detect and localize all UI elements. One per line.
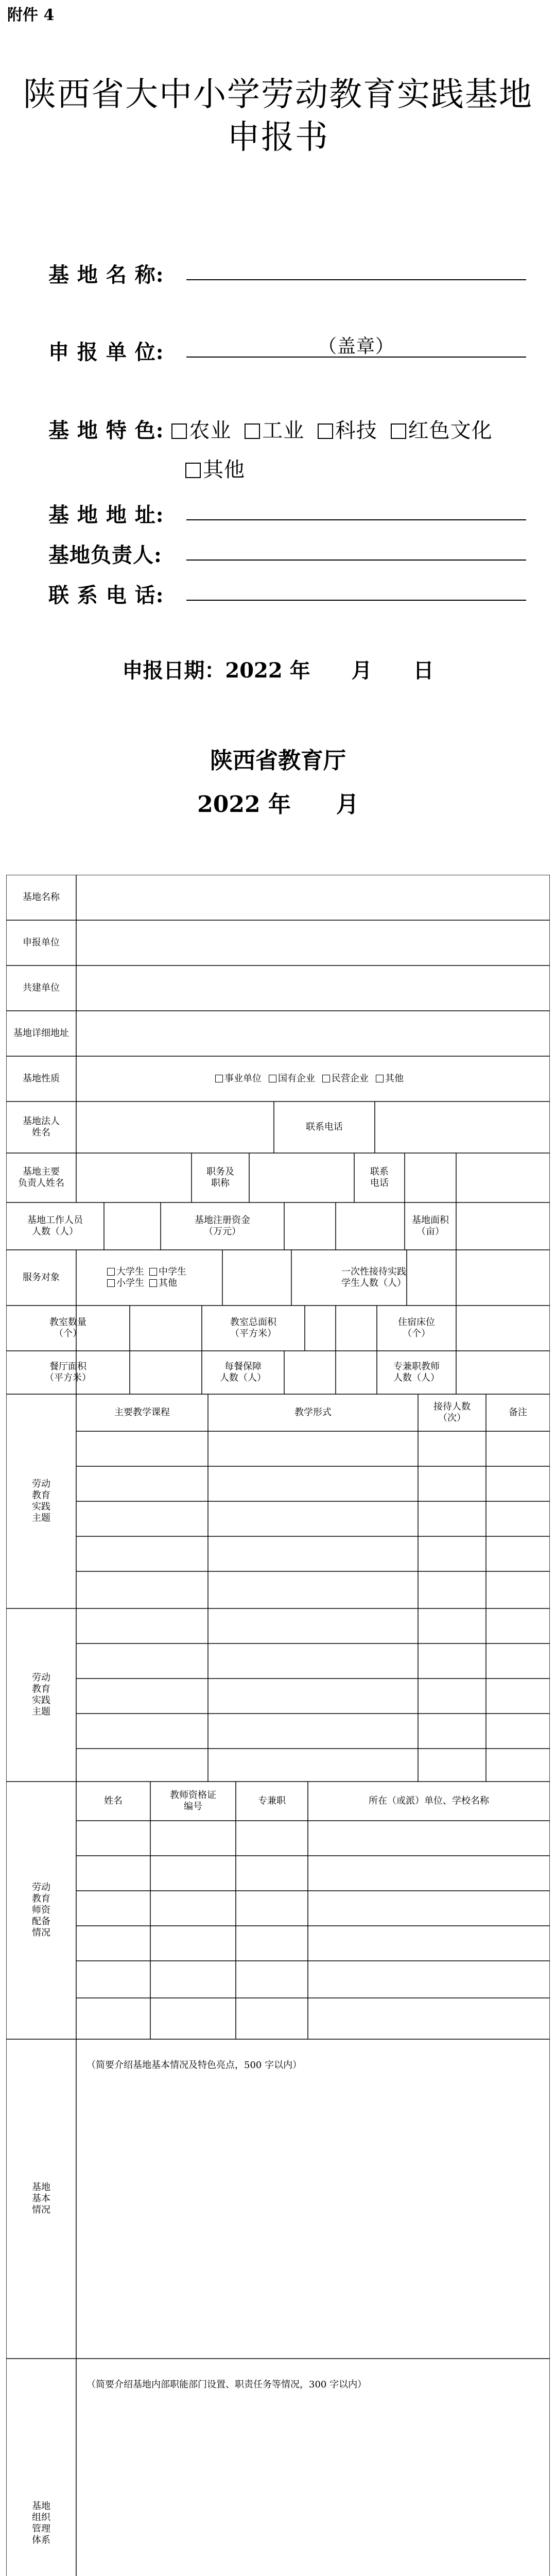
leader-line[interactable] bbox=[186, 539, 526, 561]
feature-option-agriculture[interactable]: 农业 bbox=[171, 419, 231, 443]
capacity-value[interactable] bbox=[456, 1250, 550, 1306]
nature-option[interactable]: 其他 bbox=[376, 1073, 404, 1084]
checkbox-icon bbox=[269, 1075, 276, 1082]
org-mgmt-content-text: （简要介绍基地内部职能部门设置、职责任务等情况，300 字以内） bbox=[86, 2379, 367, 2390]
attachment-label: 附件 4 bbox=[7, 6, 55, 24]
address-field bbox=[48, 499, 164, 528]
label-reg-capital bbox=[161, 1202, 284, 1250]
label-contact-phone-text: 联系电话 bbox=[306, 1122, 343, 1132]
leader-label: 基地负责人: bbox=[48, 543, 162, 567]
nature-option[interactable]: 民营企业 bbox=[322, 1073, 369, 1084]
header-teacher-unit-text: 所在（或派）单位、学校名称 bbox=[369, 1795, 489, 1806]
label-leader-phone-text: 联系 电话 bbox=[370, 1166, 389, 1189]
row-label-address-text: 基地详细地址 bbox=[13, 1028, 69, 1039]
label-contact-phone bbox=[274, 1101, 375, 1153]
row-label-service-targets-text: 服务对象 bbox=[23, 1272, 60, 1283]
features-label: 基 地 特 色: bbox=[48, 418, 164, 443]
area-value[interactable] bbox=[456, 1202, 550, 1250]
label-title-post-text: 职务及 职称 bbox=[206, 1166, 234, 1189]
checkbox-icon bbox=[149, 1268, 157, 1276]
label-teachers-text: 专兼职教师 人数（人） bbox=[393, 1361, 440, 1383]
org-mgmt-content[interactable] bbox=[86, 2379, 540, 2576]
row-label-address bbox=[6, 1011, 76, 1056]
feature-option-tech[interactable]: 科技 bbox=[318, 419, 377, 443]
label-leader-phone bbox=[354, 1153, 405, 1202]
label-staff-count bbox=[6, 1202, 104, 1250]
basic-info-content-text: （简要介绍基地基本情况及特色亮点，500 字以内） bbox=[86, 2060, 302, 2071]
row-value-co-builder[interactable] bbox=[76, 965, 550, 1011]
row-label-applicant bbox=[6, 920, 76, 965]
label-canteen-area bbox=[6, 1351, 130, 1394]
checkbox-icon bbox=[215, 1075, 223, 1082]
nature-option[interactable]: 国有企业 bbox=[269, 1073, 315, 1084]
address-line[interactable] bbox=[186, 499, 526, 520]
address-label: 基 地 地 址: bbox=[48, 503, 164, 527]
issuing-department: 陕西省教育厅 bbox=[210, 748, 346, 774]
checkbox-icon bbox=[185, 463, 201, 478]
target-row bbox=[107, 1266, 192, 1278]
legal-rep-value[interactable] bbox=[76, 1101, 274, 1153]
reg-capital-value[interactable] bbox=[284, 1202, 336, 1250]
label-capacity bbox=[291, 1250, 456, 1306]
row-label-co-builder-text: 共建单位 bbox=[23, 982, 60, 993]
label-practice-themes-2-text: 劳动 教育 实践 主题 bbox=[32, 1672, 50, 1717]
base-name-line[interactable] bbox=[186, 259, 526, 280]
beds-value[interactable] bbox=[456, 1306, 550, 1351]
row-value-address[interactable] bbox=[76, 1011, 550, 1056]
row-label-applicant-text: 申报单位 bbox=[23, 937, 60, 948]
row-value-base-name[interactable] bbox=[76, 875, 550, 920]
feature-options bbox=[171, 419, 498, 443]
header-teacher-cert bbox=[150, 1782, 236, 1821]
phone-line[interactable] bbox=[186, 579, 526, 601]
checkbox-icon bbox=[391, 423, 406, 439]
contact-phone-value[interactable] bbox=[375, 1101, 550, 1153]
row-label-legal-rep bbox=[6, 1101, 76, 1153]
base-name-label: 基 地 名 称: bbox=[48, 263, 164, 287]
target-row bbox=[107, 1278, 182, 1289]
header-teaching-form-text: 教学形式 bbox=[294, 1407, 332, 1418]
row-label-main-leader bbox=[6, 1153, 76, 1202]
target-option[interactable]: 中学生 bbox=[149, 1266, 186, 1277]
target-option[interactable]: 小学生 bbox=[107, 1278, 144, 1289]
checkbox-icon bbox=[322, 1075, 330, 1082]
label-basic-info bbox=[6, 2039, 76, 2359]
row-label-nature bbox=[6, 1056, 76, 1101]
row-value-applicant[interactable] bbox=[76, 920, 550, 965]
header-teacher-unit bbox=[308, 1782, 550, 1821]
feature-option-red-culture[interactable]: 红色文化 bbox=[391, 419, 493, 443]
header-teacher-fulltime bbox=[236, 1782, 308, 1821]
applicant-line[interactable] bbox=[186, 336, 526, 358]
application-form-table bbox=[6, 875, 550, 2576]
header-reception-text: 接待人数 （次） bbox=[433, 1401, 471, 1423]
checkbox-icon bbox=[107, 1279, 115, 1287]
header-remark-text: 备注 bbox=[509, 1407, 527, 1418]
label-capacity-text: 一次性接待实践 学生人数（人） bbox=[341, 1266, 406, 1289]
header-main-courses-text: 主要教学课程 bbox=[114, 1407, 170, 1418]
label-beds bbox=[377, 1306, 456, 1351]
label-beds-text: 住宿床位 （个） bbox=[398, 1317, 435, 1339]
label-teachers bbox=[377, 1351, 456, 1394]
staff-count-value[interactable] bbox=[104, 1202, 161, 1250]
label-basic-info-text: 基地 基本 情况 bbox=[32, 2182, 50, 2215]
issuing-date: 2022 年 月 bbox=[197, 791, 359, 818]
checkbox-icon bbox=[149, 1279, 157, 1287]
label-classroom-area bbox=[202, 1306, 305, 1351]
title-post-value[interactable] bbox=[249, 1153, 354, 1202]
label-area bbox=[405, 1202, 456, 1250]
header-teacher-cert-text: 教师资格证 编号 bbox=[170, 1790, 216, 1812]
header-teacher-name bbox=[76, 1782, 150, 1821]
header-teaching-form bbox=[208, 1394, 418, 1431]
label-teacher-config bbox=[6, 1782, 76, 2039]
label-guards-text: 每餐保障 人数（人） bbox=[220, 1361, 266, 1383]
checkbox-icon bbox=[171, 423, 187, 439]
row-label-base-name-text: 基地名称 bbox=[23, 892, 60, 903]
header-remark bbox=[486, 1394, 550, 1431]
document-title-line2: 申报书 bbox=[227, 118, 329, 157]
label-reg-capital-text: 基地注册资金 （万元） bbox=[195, 1215, 250, 1237]
header-teacher-fulltime-text: 专兼职 bbox=[258, 1795, 286, 1806]
label-guards bbox=[202, 1351, 284, 1394]
checkbox-icon bbox=[318, 423, 333, 439]
feature-option-industry[interactable]: 工业 bbox=[245, 419, 304, 443]
row-label-legal-rep-text: 基地法人 姓名 bbox=[23, 1116, 60, 1138]
teachers-value[interactable] bbox=[456, 1351, 550, 1394]
applicant-label: 申 报 单 位: bbox=[48, 340, 164, 364]
label-classrooms bbox=[6, 1306, 130, 1351]
label-classrooms-text: 教室数量 （个） bbox=[49, 1317, 86, 1339]
header-main-courses bbox=[76, 1394, 208, 1431]
target-option[interactable]: 其他 bbox=[149, 1278, 177, 1289]
phone-label: 联 系 电 话: bbox=[48, 583, 164, 607]
features-field bbox=[48, 414, 499, 444]
base-name-field bbox=[48, 259, 164, 288]
row-label-nature-text: 基地性质 bbox=[23, 1073, 60, 1084]
apply-date: 申报日期：2022 年 月 日 bbox=[122, 658, 434, 683]
phone-field bbox=[48, 579, 164, 608]
label-practice-themes-1-text: 劳动 教育 实践 主题 bbox=[32, 1479, 50, 1523]
seal-note: （盖章） bbox=[318, 336, 394, 357]
label-org-mgmt bbox=[6, 2359, 76, 2576]
header-teacher-name-text: 姓名 bbox=[104, 1795, 123, 1806]
label-org-mgmt-text: 基地 组织 管理 体系 bbox=[32, 2501, 50, 2546]
basic-info-content[interactable] bbox=[86, 2060, 540, 2348]
label-teacher-config-text: 劳动 教育 师资 配备 情况 bbox=[32, 1882, 50, 1938]
checkbox-icon bbox=[376, 1075, 384, 1082]
leader-field bbox=[48, 539, 162, 568]
row-label-base-name bbox=[6, 875, 76, 920]
document-title-line1: 陕西省大中小学劳动教育实践基地 bbox=[23, 76, 533, 114]
target-options bbox=[107, 1250, 253, 1306]
nature-option[interactable]: 事业单位 bbox=[215, 1073, 262, 1084]
leader-phone-value[interactable] bbox=[405, 1153, 550, 1202]
header-reception bbox=[418, 1394, 486, 1431]
checkbox-icon bbox=[245, 423, 260, 439]
applicant-field bbox=[48, 336, 394, 365]
label-practice-themes-2 bbox=[6, 1608, 76, 1782]
label-staff-count-text: 基地工作人员 人数（人） bbox=[27, 1215, 83, 1237]
main-leader-value[interactable] bbox=[76, 1153, 192, 1202]
target-option[interactable]: 大学生 bbox=[107, 1266, 144, 1277]
label-canteen-area-text: 餐厅面积 （平方米） bbox=[45, 1361, 91, 1383]
row-label-co-builder bbox=[6, 965, 76, 1011]
row-label-main-leader-text: 基地主要 负责人姓名 bbox=[18, 1166, 64, 1189]
label-practice-themes-1 bbox=[6, 1394, 76, 1608]
row-label-service-targets bbox=[6, 1250, 76, 1306]
label-title-post bbox=[192, 1153, 249, 1202]
nature-options bbox=[76, 1056, 550, 1101]
feature-option-other[interactable]: 其他 bbox=[185, 453, 245, 483]
checkbox-icon bbox=[107, 1268, 115, 1276]
label-area-text: 基地面积 （亩） bbox=[412, 1215, 449, 1237]
label-classroom-area-text: 教室总面积 （平方米） bbox=[230, 1317, 276, 1339]
